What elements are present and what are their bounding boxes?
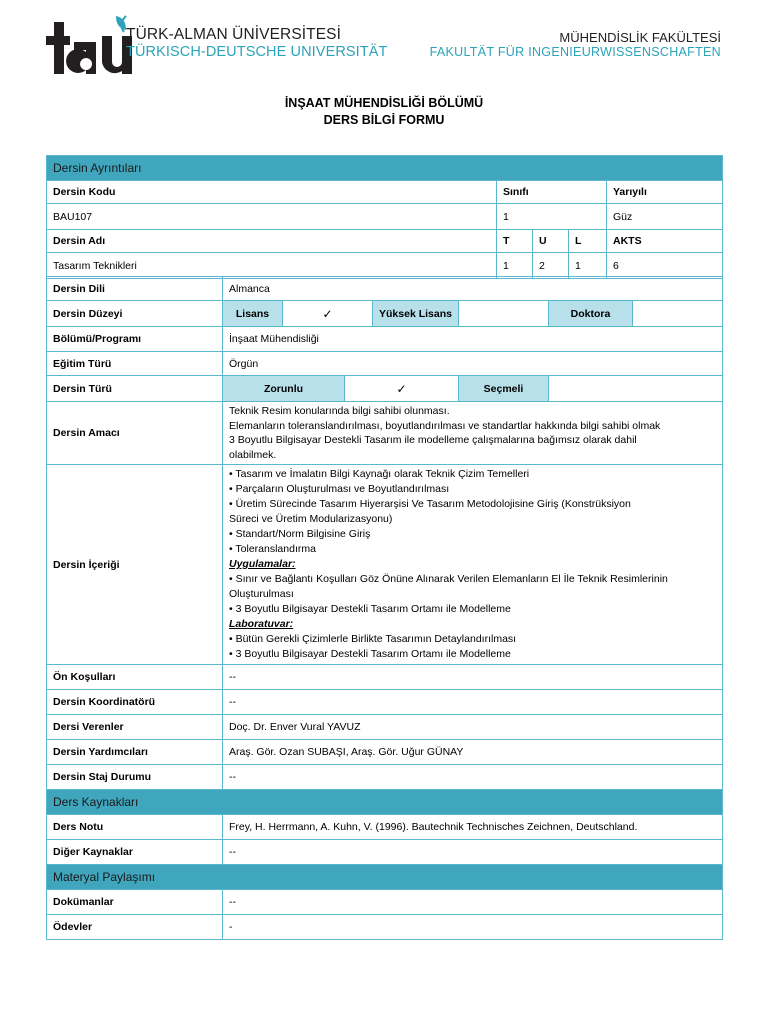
education-label: Eğitim Türü [47,352,223,376]
university-name-tr: TÜRK-ALMAN ÜNİVERSİTESİ [126,26,342,43]
prereq-label: Ön Koşulları [47,665,223,690]
course-semester: Güz [607,204,723,230]
type-compulsory-check: ✓ [345,376,459,402]
internship-label: Dersin Staj Durumu [47,765,223,790]
language-value: Almanca [223,277,723,301]
name-label: Dersin Adı [47,230,497,253]
lab-line: • 3 Boyutlu Bilgisayar Destekli Tasarım Ortamı ile Modelleme [229,648,511,660]
t-label: T [497,230,533,253]
education-value: Örgün [223,352,723,376]
content-line: • Standart/Norm Bilgisine Giriş [229,528,371,540]
department-title: İNŞAAT MÜHENDİSLİĞİ BÖLÜMÜ [284,96,484,110]
section-materials: Materyal Paylaşımı [47,865,723,890]
aim-line: Teknik Resim konularında bilgi sahibi olunması. [229,405,450,417]
lab-heading: Laboratuvar: [229,618,294,630]
university-name-de: TÜRKISCH-DEUTSCHE UNIVERSITÄT [126,44,388,60]
other-sources-label: Diğer Kaynaklar [47,840,223,865]
course-info-table [46,276,723,940]
content-text [223,465,723,665]
instructors-value: Doç. Dr. Enver Vural YAVUZ [223,715,723,740]
section-course-details: Dersin Ayrıntıları [47,156,723,181]
level-master-check [459,301,549,327]
type-compulsory: Zorunlu [223,376,345,402]
class-label: Sınıfı [497,181,607,204]
type-elective: Seçmeli [459,376,549,402]
prereq-value: -- [223,665,723,690]
aim-text [223,402,723,465]
course-name: Tasarım Teknikleri [47,253,497,279]
aim-line: olabilmek. [229,448,277,461]
level-master: Yüksek Lisans [373,301,459,327]
form-title: DERS BİLGİ FORMU [323,113,445,127]
semester-label: Yarıyılı [607,181,723,204]
level-label: Dersin Düzeyi [47,301,223,327]
ects-label: AKTS [607,230,723,253]
aim-label: Dersin Amacı [47,402,223,465]
faculty-name-de: FAKULTÄT FÜR INGENIEURWISSENSCHAFTEN [429,45,721,59]
assistants-value: Araş. Gör. Ozan SUBAŞI, Araş. Gör. Uğur GÜNAY [223,740,723,765]
instructors-label: Dersi Verenler [47,715,223,740]
content-line: • Parçaların Oluşturulması ve Boyutlandırılması [229,483,450,495]
course-class: 1 [497,204,607,230]
content-line: Süreci ve Üretim Modularizasyonu) [229,513,393,525]
university-logo [44,14,134,78]
program-value: İnşaat Mühendisliği [223,327,723,352]
level-bachelor-check: ✓ [283,301,373,327]
faculty-name-tr: MÜHENDİSLİK FAKÜLTESİ [559,30,721,45]
type-label: Dersin Türü [47,376,223,402]
section-sources: Ders Kaynakları [47,790,723,815]
t-value: 1 [497,253,533,279]
level-doctorate: Doktora [549,301,633,327]
u-label: U [533,230,569,253]
applications-line: • Sınır ve Bağlantı Koşulları Göz Önüne Alınarak Verilen Elemanların El İle Teknik Resimlerinin [229,573,668,585]
level-doctorate-check [633,301,723,327]
content-line: • Toleranslandırma [229,543,316,555]
content-line: • Üretim Sürecinde Tasarım Hiyerarşisi Ve Tasarım Metodolojisine Giriş (Konstrüksiyon [229,498,631,510]
aim-line: 3 Boyutlu Bilgisayar Destekli Tasarım ile modelleme çalışmalarına bağımsız olarak dahil [229,434,637,446]
content-line: • Tasarım ve İmalatın Bilgi Kaynağı olarak Teknik Çizim Temelleri [229,468,530,480]
other-sources-value: -- [223,840,723,865]
lab-line: • Bütün Gerekli Çizimlerle Birlikte Tasarımın Detaylandırılması [229,633,517,645]
documents-value: -- [223,890,723,915]
course-code: BAU107 [47,204,497,230]
homework-label: Ödevler [47,915,223,940]
l-label: L [569,230,607,253]
type-elective-check [549,376,723,402]
course-details-table [46,155,723,279]
l-value: 1 [569,253,607,279]
documents-label: Dokümanlar [47,890,223,915]
applications-heading: Uygulamalar: [229,558,296,570]
program-label: Bölümü/Programı [47,327,223,352]
language-label: Dersin Dili [47,277,223,301]
assistants-label: Dersin Yardımcıları [47,740,223,765]
ects-value: 6 [607,253,723,279]
applications-line: • 3 Boyutlu Bilgisayar Destekli Tasarım Ortamı ile Modelleme [229,603,511,615]
internship-value: -- [223,765,723,790]
homework-value: - [223,915,723,940]
u-value: 2 [533,253,569,279]
aim-line: Elemanların toleranslandırılması, boyutlandırılması ve standartlar hakkında bilgi sahibi olmak [229,419,661,432]
coordinator-label: Dersin Koordinatörü [47,690,223,715]
notes-label: Ders Notu [47,815,223,840]
code-label: Dersin Kodu [47,181,497,204]
content-label: Dersin İçeriği [47,465,223,665]
applications-line: Oluşturulması [229,588,294,600]
coordinator-value: -- [223,690,723,715]
level-bachelor: Lisans [223,301,283,327]
notes-value: Frey, H. Herrmann, A. Kuhn, V. (1996). Bautechnik Technisches Zeichnen, Deutschland. [223,815,723,840]
